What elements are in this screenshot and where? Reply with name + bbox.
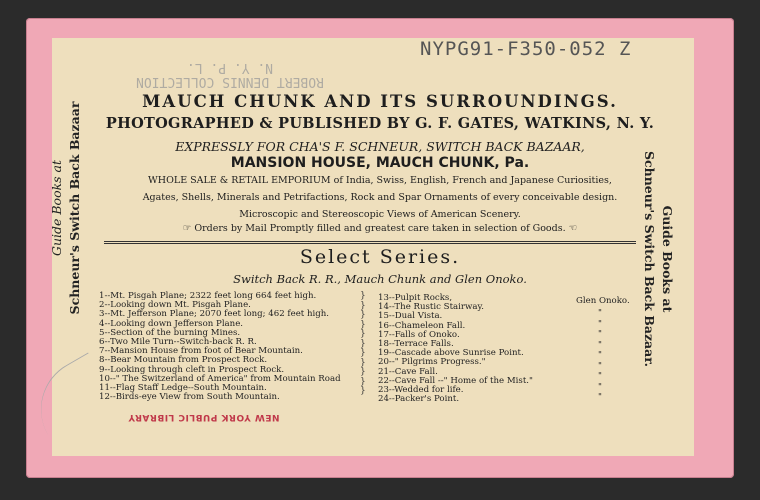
ditto-mark: " bbox=[598, 371, 602, 381]
ditto-mark: " bbox=[598, 360, 602, 371]
side-left-line-2: Schneur's Switch Back Bazaar bbox=[67, 101, 82, 315]
list-item: 17--Falls of Onoko. bbox=[378, 329, 460, 340]
list-item: 7--Mansion House from foot of Bear Mountain. bbox=[99, 346, 303, 357]
card-title: MAUCH CHUNK AND ITS SURROUNDINGS. bbox=[142, 92, 618, 111]
ditto-mark: " bbox=[598, 339, 602, 350]
list-item: 6--Two Mile Turn--Switch-back R. R. bbox=[99, 337, 257, 348]
list-item: 18--Terrace Falls. bbox=[378, 339, 454, 350]
glen-onoko-header: Glen Onoko. bbox=[576, 296, 630, 306]
collection-stamp bbox=[110, 60, 350, 88]
list-item: 16--Chameleon Fall. bbox=[378, 320, 466, 331]
emporium-line: WHOLE SALE & RETAIL EMPORIUM of India, Swiss, English, French and Japanese Curiosities, bbox=[148, 175, 612, 186]
collection-stamp-line-1: ROBERT DENNIS COLLECTION bbox=[136, 74, 324, 89]
list-item: 11--Flag Staff Ledge--South Mountain. bbox=[99, 383, 267, 394]
list-item: 21--Cave Fall. bbox=[378, 366, 438, 377]
divider-rule bbox=[104, 241, 636, 244]
list-item: 12--Birds-eye View from South Mountain. bbox=[99, 392, 280, 403]
ditto-mark: " bbox=[598, 381, 602, 392]
brace-divider: } } } } } } } } } } } bbox=[360, 291, 366, 396]
list-item: 8--Bear Mountain from Prospect Rock. bbox=[99, 355, 268, 366]
list-item: 1--Mt. Pisgah Plane; 2322 feet long 664 feet high. bbox=[99, 291, 317, 301]
list-item: 22--Cave Fall --" Home of the Mist." bbox=[378, 375, 533, 386]
list-item: 4--Looking down Jefferson Plane. bbox=[99, 318, 244, 329]
side-right-line-2: Schneur's Switch Back Bazaar. bbox=[642, 150, 657, 368]
side-text-left bbox=[48, 78, 84, 338]
mansion-house-line: MANSION HOUSE, MAUCH CHUNK, Pa. bbox=[230, 155, 530, 171]
side-right-line-1: Guide Books at bbox=[660, 205, 675, 313]
series-subtitle: Switch Back R. R., Mauch Chunk and Glen Onoko. bbox=[233, 272, 527, 286]
list-item: 13--Pulpit Rocks, bbox=[378, 293, 453, 303]
list-item: 15--Dual Vista. bbox=[378, 311, 443, 322]
views-line: Microscopic and Stereoscopic Views of American Scenery. bbox=[239, 209, 521, 220]
pointing-hand-left-icon: ☜ bbox=[568, 223, 578, 234]
minerals-line: Agates, Shells, Minerals and Petrifactions, Rock and Spar Ornaments of every conceivable design. bbox=[142, 192, 618, 203]
list-item: 2--Looking down Mt. Pisgah Plane. bbox=[99, 300, 251, 311]
collection-stamp-line-2: N. Y. P. L. bbox=[186, 60, 274, 75]
list-item: 14--The Rustic Stairway. bbox=[378, 302, 484, 313]
side-left-line-1: Guide Books at bbox=[49, 159, 64, 257]
publisher-line: PHOTOGRAPHED & PUBLISHED BY G. F. GATES, WATKINS, N. Y. bbox=[105, 115, 655, 132]
library-stamp: NEW YORK PUBLIC LIBRARY bbox=[128, 412, 280, 422]
pointing-hand-icon: ☞ bbox=[182, 223, 192, 234]
handwritten-catalog-number: NYPG91-F350-052 Z bbox=[420, 38, 632, 60]
ditto-mark: " bbox=[598, 392, 602, 402]
list-item: 3--Mt. Jefferson Plane; 2070 feet long; 462 feet high. bbox=[99, 309, 330, 320]
view-list-right bbox=[378, 294, 533, 404]
ditto-column bbox=[598, 308, 602, 403]
list-item: 10--" The Switzerland of America" from Mountain Road bbox=[99, 373, 341, 384]
list-item: 5--Section of the burning Mines. bbox=[99, 327, 241, 338]
ditto-mark: " bbox=[598, 308, 602, 318]
orders-line bbox=[100, 223, 660, 234]
series-title: Select Series. bbox=[299, 246, 461, 268]
orders-text: Orders by Mail Promptly filled and greatest care taken in selection of Goods. bbox=[194, 223, 566, 234]
expressly-line: EXPRESSLY FOR CHA'S F. SCHNEUR, SWITCH BACK BAZAAR, bbox=[175, 139, 585, 154]
list-item: 23--Wedded for life. bbox=[378, 385, 464, 396]
list-item: 19--Cascade above Sunrise Point. bbox=[378, 348, 524, 359]
view-list-left bbox=[99, 292, 341, 402]
list-item: 24--Packer's Point. bbox=[378, 394, 460, 405]
ditto-mark: " bbox=[598, 329, 602, 339]
list-item: 20--" Pilgrims Progress." bbox=[378, 357, 486, 368]
ditto-mark: " bbox=[598, 318, 602, 329]
list-item: 9--Looking through cleft in Prospect Rock. bbox=[99, 364, 285, 375]
ditto-mark: " bbox=[598, 350, 602, 360]
